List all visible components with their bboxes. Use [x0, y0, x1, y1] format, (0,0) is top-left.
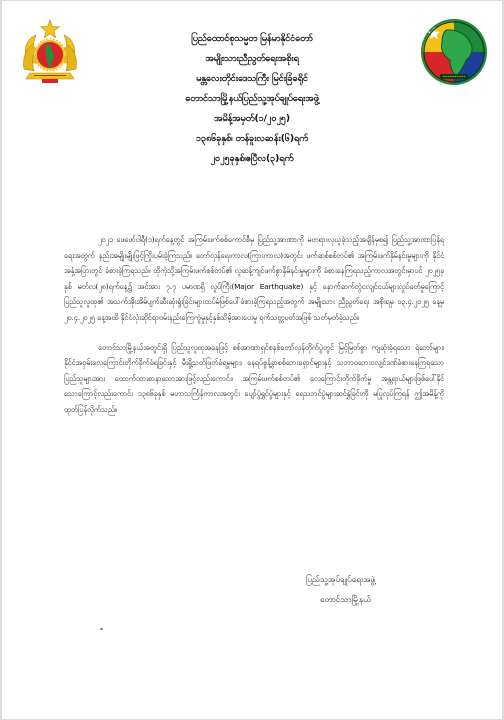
document-page	[2, 1, 502, 719]
header-line-3: မန္တလေးတိုင်းဒေသကြီး မြင်းခြံခရိုင်	[196, 73, 308, 84]
signature-line-1: ပြည်သူ့အုပ်ချုပ်ရေးအဖွဲ့	[306, 574, 376, 584]
signature-line-2: တောင်သာမြို့နယ်	[320, 594, 372, 604]
header-line-4: တောင်သာမြို့နယ်ပြည်သူ့အုပ်ချုပ်ရေးအဖွဲ့	[185, 93, 319, 104]
township-administration-emblem-icon	[420, 18, 488, 86]
header-line-7: ၂၀၂၅ခုနှစ်၊ဧပြီလ(၃)ရက်	[210, 153, 294, 164]
scan-speck	[100, 628, 103, 630]
header-line-1: ပြည်ထောင်စုသမ္မတ မြန်မာနိုင်ငံတော်	[191, 33, 313, 44]
header-line-2: အမျိုးသားညီညွတ်ရေးအစိုးရ	[205, 53, 299, 64]
document-body	[64, 232, 444, 418]
signature-block	[306, 569, 466, 609]
state-seal-emblem-icon	[20, 19, 80, 85]
body-paragraph-1: ၂၀၂၁ ဖေဖော်ဝါရီ(၁)ရက်နေ့တွင် အကြမ်းဖက်စစ်ကောင်စီမှ ပြည်သူ့အာဏာကို မတရားလုယူခဲ့သည့်အချိန်မှစ၍ ပြည်သူ့အာဏာပြန်ရရေးအတွက် နည်းအမျိုးမျိုးဖြင့်ကြိုးပမ်းခဲ့ကြသည်။ တော်လှန်ရေးကာလ(ကြားကာလ)အတွင်း ဖက်ဆစ်စစ်တပ်၏ အကြမ်းဖက်နှိမ်နင်းမှုများကို နိုင်ငံအနှံ့အပြားတွင် ခံစားခဲ့ကြရသည်။ ထိုကဲ့သို့အကြမ်းဖက်စစ်တပ်၏ လူဆန့်ကျင်ဖက်စွာနှိမ်နင်းမှုများကို ခံစားနေကြရသည့်ကာလအတွင်းမှာပင် ၂၀၂၅ခုနှစ် မတ်လ(၂၈)ရက်နေ့၌ အင်အား ၇.၇ ပမာဏရှိ လှုပ်ကြီး(Major Earthquake) နှင့် နောက်ဆက်တွဲငလျင်ငယ်များလှုပ်ခတ်မှုကြောင့် ပြည်သူလူထု၏ အသက်အိုးအိမ်ပျက်ဆီးဆုံးရှုံးခြင်းများထပ်မံဖြစ်ပေါ်ခံစားခဲ့ကြရသည့်အတွက် အမျိုးသား ညီညွတ်ရေး အစိုးရမှ ၁၃.၄.၂၀၂၅ နေ့မှ ၂၀.၄.၂၀၂၅ နေ့အထိ နိုင်ငံလုံးဆိုင်ရာဝမ်းနည်းကြေကွဲမှုနှင့်နှစ်သိမ့်အားပေးမှု ရက်သတ္တပတ်အဖြစ် သတ်မှတ်ခဲ့သည်။	[64, 235, 444, 322]
body-paragraph-2: တောင်သာမြို့နယ်အတွင်းရှိ ပြည်သူလူထုအနေဖြင့် စစ်အာဏာရှင်စနစ်တော်လှန်တိုက်ပွဲတွင် မြင့်မြတ်စွာ ကျဆုံးခဲ့ရသော ရဲဘော်များ၊ နိုင်ငံအဝှမ်းလေကြောင်းတိုက်ခိုက်ခံရခြင်းနှင့် မီးရှို့သတ်ဖြတ်ခံရမှုများ၊ နေရပ်စွန့်ခွာစစ်ဘေးရှောင်များနှင့် သဘာဝဘေးငလျင်ဒဏ်ခံစားနေကြရသော ပြည်သူများအား ထောက်ထားစာနာသောအားဖြင့်လည်းကောင်း၊ အကြမ်းဖက်စစ်တပ်၏ လေကြောင်းတိုက်ခိုက်မှု အန္တရာယ်များဖြစ်ပေါ်နိုင်သောကြောင့်လည်းကောင်း ၁၃၈၆ခုနှစ် မဟာသင်္ကြန်ကာလအတွင်း ပျော်ပွဲရွှင်ပွဲများနှင့် ရေသဘင်ပွဲများဆင်နွှဲခြင်းကို မပြုလုပ်ကြရန် ဤအမိန့်ကို ထုတ်ပြန်လိုက်သည်။	[64, 342, 444, 414]
header-line-5: အမိန့်အမှတ်(၁/၂၀၂၅)	[214, 113, 290, 124]
document-header	[102, 29, 402, 169]
header-line-6: ၁၃၈၆ခုနှစ်၊ တန်ခူးလဆန်း(၆)ရက်	[195, 133, 309, 144]
